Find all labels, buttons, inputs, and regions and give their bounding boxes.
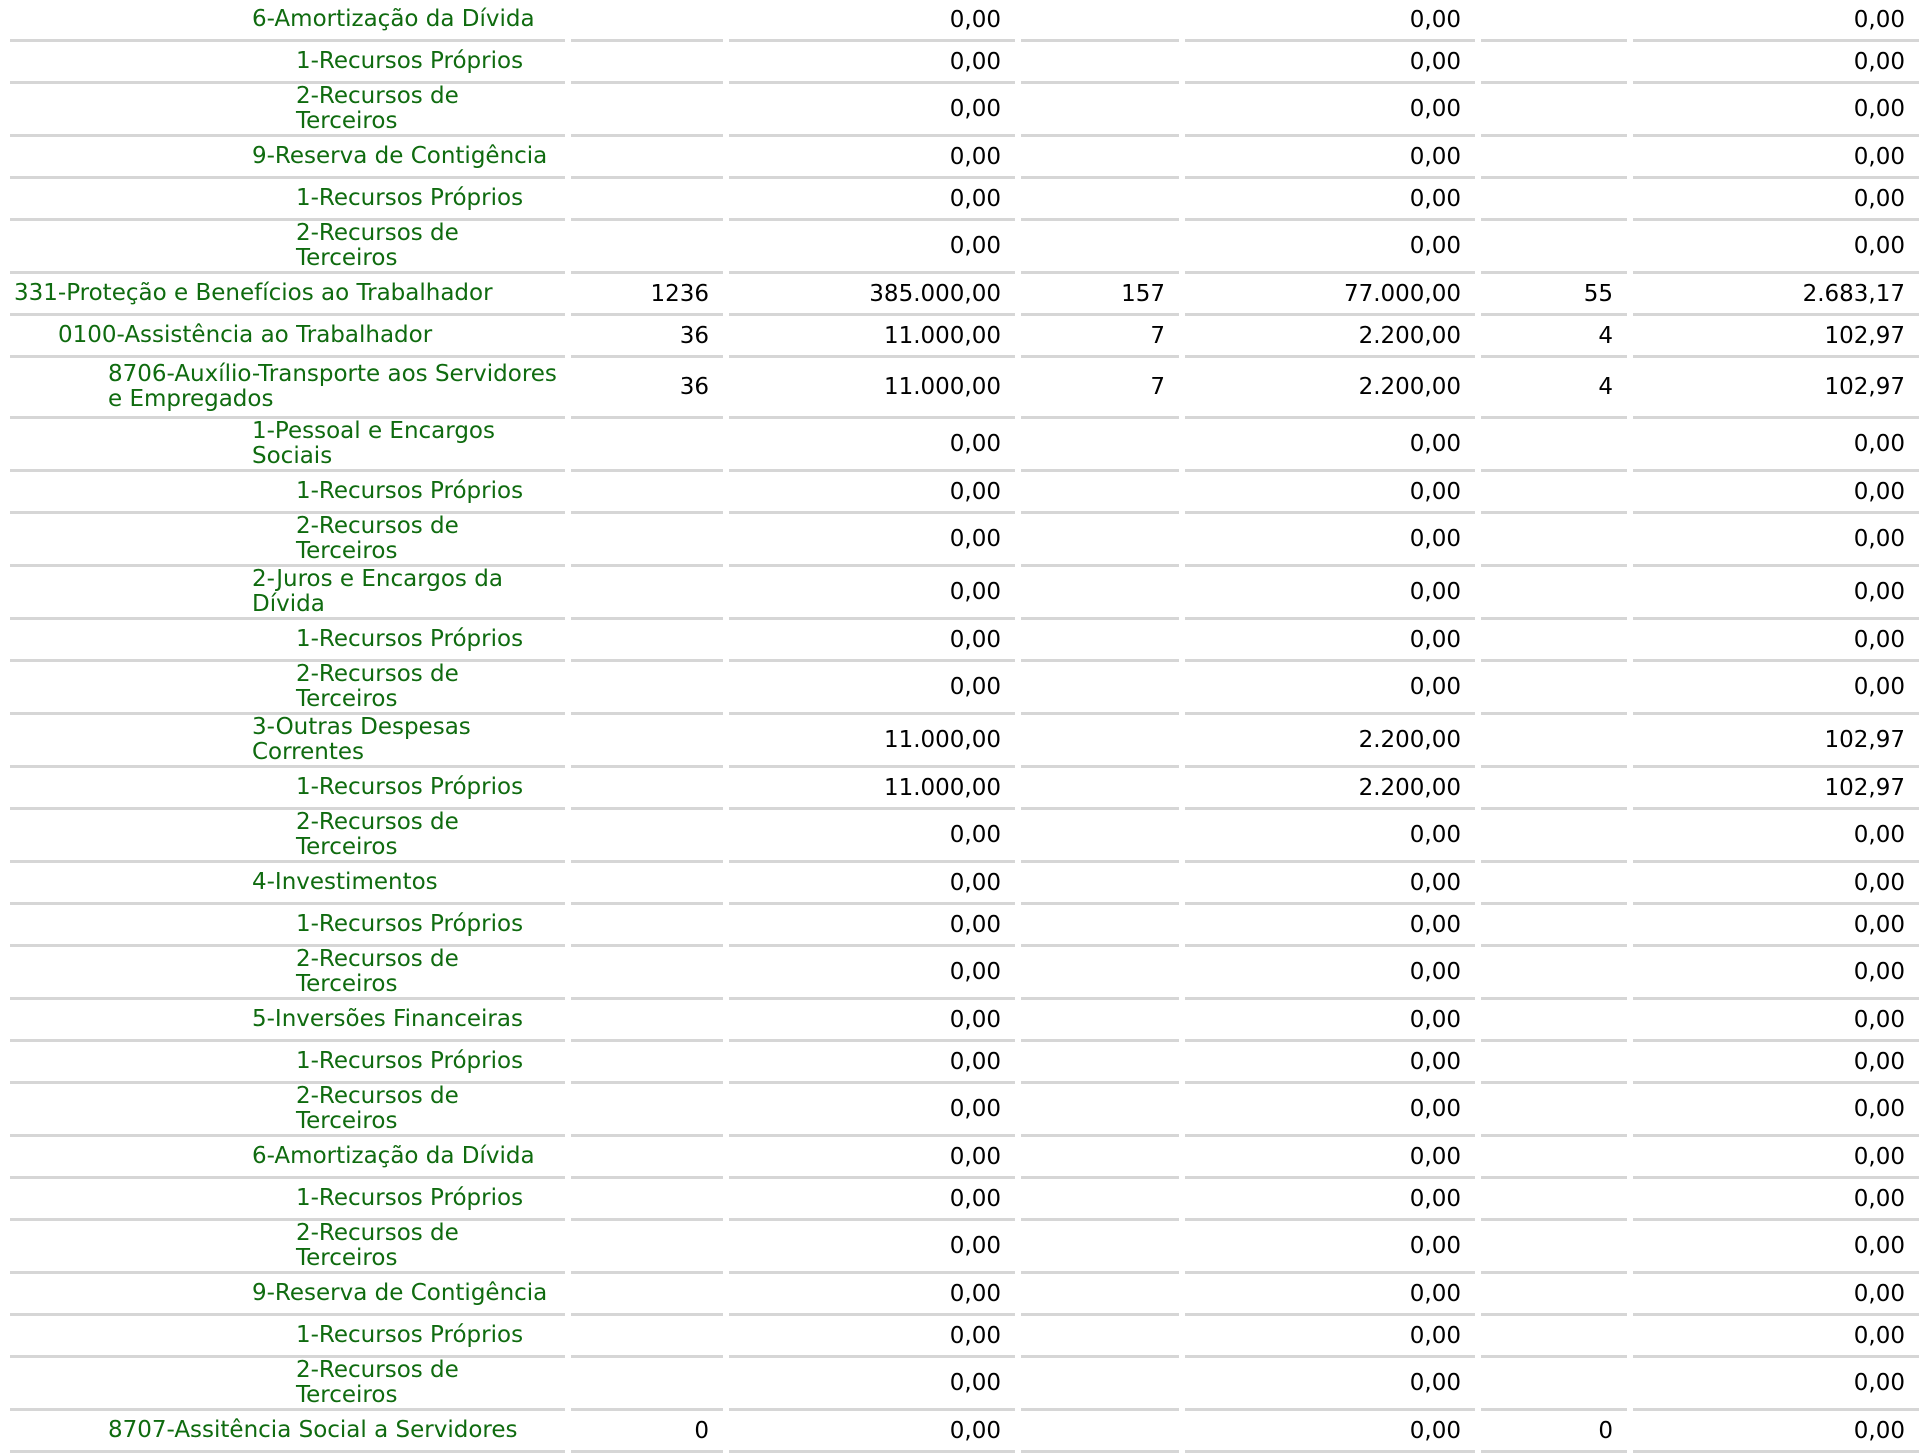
row-label: 1-Pessoal e Encargos Sociais	[10, 419, 565, 472]
value-col-2: 2.200,00	[1185, 358, 1475, 419]
qty-col-1	[571, 1137, 723, 1179]
qty-col-2	[1021, 947, 1179, 1000]
value-col-2: 0,00	[1185, 947, 1475, 1000]
row-label: 2-Recursos de Terceiros	[10, 1358, 565, 1411]
value-col-3: 0,00	[1633, 1221, 1919, 1274]
qty-col-2	[1021, 419, 1179, 472]
value-col-1: 0,00	[729, 221, 1015, 274]
value-col-1: 0,00	[729, 947, 1015, 1000]
qty-col-2	[1021, 514, 1179, 567]
row-label: 2-Recursos de Terceiros	[10, 1221, 565, 1274]
row-label: 1-Recursos Próprios	[10, 179, 565, 221]
table-row	[10, 419, 1919, 472]
value-col-1: 0,00	[729, 662, 1015, 715]
qty-col-3	[1481, 514, 1627, 567]
qty-col-1	[571, 567, 723, 620]
value-col-2: 2.200,00	[1185, 316, 1475, 358]
qty-col-2	[1021, 662, 1179, 715]
value-col-2: 0,00	[1185, 1411, 1475, 1453]
value-col-2: 0,00	[1185, 1358, 1475, 1411]
qty-col-1	[571, 947, 723, 1000]
qty-col-3	[1481, 472, 1627, 514]
row-label: 1-Recursos Próprios	[10, 1042, 565, 1084]
qty-col-2: 157	[1021, 274, 1179, 316]
value-col-3: 0,00	[1633, 905, 1919, 947]
value-col-1: 0,00	[729, 1084, 1015, 1137]
qty-col-2	[1021, 1411, 1179, 1453]
value-col-2: 2.200,00	[1185, 715, 1475, 768]
value-col-1: 0,00	[729, 1042, 1015, 1084]
value-col-3: 2.683,17	[1633, 274, 1919, 316]
row-label: 2-Recursos de Terceiros	[10, 1084, 565, 1137]
qty-col-1	[571, 179, 723, 221]
table-row	[10, 662, 1919, 715]
row-label: 6-Amortização da Dívida	[10, 1137, 565, 1179]
value-col-2: 2.200,00	[1185, 768, 1475, 810]
row-label: 1-Recursos Próprios	[10, 905, 565, 947]
value-col-3: 0,00	[1633, 620, 1919, 662]
value-col-1: 11.000,00	[729, 768, 1015, 810]
value-col-2: 0,00	[1185, 42, 1475, 84]
row-label: 8706-Auxílio-Transporte aos Servidores e Empregados	[10, 358, 565, 419]
value-col-2: 0,00	[1185, 514, 1475, 567]
qty-col-3	[1481, 137, 1627, 179]
value-col-2: 0,00	[1185, 472, 1475, 514]
table-row	[10, 1137, 1919, 1179]
value-col-1: 11.000,00	[729, 358, 1015, 419]
value-col-3: 102,97	[1633, 358, 1919, 419]
qty-col-3	[1481, 863, 1627, 905]
qty-col-2	[1021, 42, 1179, 84]
table-row	[10, 1358, 1919, 1411]
value-col-1: 0,00	[729, 419, 1015, 472]
qty-col-1: 36	[571, 316, 723, 358]
table-row	[10, 137, 1919, 179]
qty-col-1	[571, 662, 723, 715]
table-row	[10, 1084, 1919, 1137]
qty-col-2	[1021, 84, 1179, 137]
qty-col-3: 0	[1481, 1411, 1627, 1453]
value-col-3: 0,00	[1633, 1358, 1919, 1411]
table-row	[10, 810, 1919, 863]
qty-col-1	[571, 810, 723, 863]
qty-col-1	[571, 715, 723, 768]
row-label: 0100-Assistência ao Trabalhador	[10, 316, 565, 358]
qty-col-3	[1481, 1137, 1627, 1179]
value-col-3: 102,97	[1633, 768, 1919, 810]
qty-col-2	[1021, 1274, 1179, 1316]
value-col-2: 0,00	[1185, 863, 1475, 905]
row-label: 331-Proteção e Benefícios ao Trabalhador	[10, 274, 565, 316]
table-row	[10, 1042, 1919, 1084]
row-label: 2-Recursos de Terceiros	[10, 514, 565, 567]
value-col-2: 0,00	[1185, 419, 1475, 472]
qty-col-1: 36	[571, 358, 723, 419]
row-label: 1-Recursos Próprios	[10, 1316, 565, 1358]
qty-col-1	[571, 863, 723, 905]
value-col-3: 102,97	[1633, 316, 1919, 358]
value-col-1: 0,00	[729, 1000, 1015, 1042]
table-body	[10, 0, 1919, 1453]
table-row	[10, 274, 1919, 316]
row-label: 2-Recursos de Terceiros	[10, 662, 565, 715]
value-col-3: 0,00	[1633, 1411, 1919, 1453]
qty-col-3	[1481, 0, 1627, 42]
row-label: 1-Recursos Próprios	[10, 1179, 565, 1221]
qty-col-3: 55	[1481, 274, 1627, 316]
value-col-3: 0,00	[1633, 947, 1919, 1000]
qty-col-2	[1021, 1000, 1179, 1042]
value-col-2: 0,00	[1185, 905, 1475, 947]
qty-col-1	[571, 0, 723, 42]
row-label: 2-Recursos de Terceiros	[10, 947, 565, 1000]
table-row	[10, 905, 1919, 947]
qty-col-3	[1481, 1274, 1627, 1316]
row-label: 8707-Assitência Social a Servidores	[10, 1411, 565, 1453]
qty-col-2	[1021, 1179, 1179, 1221]
value-col-3: 0,00	[1633, 84, 1919, 137]
table-row	[10, 42, 1919, 84]
row-label: 2-Recursos de Terceiros	[10, 810, 565, 863]
value-col-1: 0,00	[729, 1137, 1015, 1179]
row-label: 5-Inversões Financeiras	[10, 1000, 565, 1042]
qty-col-2	[1021, 905, 1179, 947]
table-row	[10, 1411, 1919, 1453]
row-label: 1-Recursos Próprios	[10, 620, 565, 662]
qty-col-1	[571, 1358, 723, 1411]
value-col-2: 0,00	[1185, 1274, 1475, 1316]
value-col-2: 0,00	[1185, 1084, 1475, 1137]
qty-col-2	[1021, 1084, 1179, 1137]
qty-col-2	[1021, 567, 1179, 620]
qty-col-3	[1481, 620, 1627, 662]
qty-col-2	[1021, 768, 1179, 810]
value-col-1: 0,00	[729, 84, 1015, 137]
value-col-1: 0,00	[729, 1411, 1015, 1453]
qty-col-3	[1481, 947, 1627, 1000]
value-col-3: 0,00	[1633, 42, 1919, 84]
value-col-1: 0,00	[729, 567, 1015, 620]
row-label: 9-Reserva de Contigência	[10, 137, 565, 179]
value-col-3: 0,00	[1633, 1316, 1919, 1358]
qty-col-2	[1021, 620, 1179, 662]
value-col-2: 0,00	[1185, 221, 1475, 274]
qty-col-3	[1481, 419, 1627, 472]
value-col-2: 0,00	[1185, 567, 1475, 620]
value-col-1: 0,00	[729, 1221, 1015, 1274]
table-row	[10, 472, 1919, 514]
table-row	[10, 1316, 1919, 1358]
row-label: 2-Juros e Encargos da Dívida	[10, 567, 565, 620]
row-label: 4-Investimentos	[10, 863, 565, 905]
qty-col-3	[1481, 715, 1627, 768]
qty-col-3	[1481, 1179, 1627, 1221]
value-col-1: 0,00	[729, 179, 1015, 221]
value-col-3: 0,00	[1633, 0, 1919, 42]
table-row	[10, 221, 1919, 274]
qty-col-2	[1021, 863, 1179, 905]
value-col-1: 0,00	[729, 1274, 1015, 1316]
qty-col-2	[1021, 1042, 1179, 1084]
qty-col-3	[1481, 1358, 1627, 1411]
qty-col-1	[571, 1179, 723, 1221]
qty-col-3	[1481, 84, 1627, 137]
row-label: 1-Recursos Próprios	[10, 42, 565, 84]
value-col-2: 0,00	[1185, 620, 1475, 662]
qty-col-1	[571, 1274, 723, 1316]
qty-col-1	[571, 905, 723, 947]
qty-col-3	[1481, 567, 1627, 620]
table-row	[10, 316, 1919, 358]
value-col-1: 0,00	[729, 905, 1015, 947]
table-row	[10, 768, 1919, 810]
value-col-2: 0,00	[1185, 662, 1475, 715]
qty-col-3	[1481, 1084, 1627, 1137]
qty-col-2	[1021, 1221, 1179, 1274]
qty-col-3	[1481, 905, 1627, 947]
table-row	[10, 514, 1919, 567]
qty-col-3	[1481, 179, 1627, 221]
value-col-1: 0,00	[729, 472, 1015, 514]
qty-col-3	[1481, 662, 1627, 715]
value-col-1: 0,00	[729, 42, 1015, 84]
value-col-1: 0,00	[729, 1316, 1015, 1358]
row-label: 6-Amortização da Dívida	[10, 0, 565, 42]
value-col-3: 0,00	[1633, 1084, 1919, 1137]
qty-col-2: 7	[1021, 358, 1179, 419]
qty-col-1	[571, 221, 723, 274]
value-col-2: 0,00	[1185, 137, 1475, 179]
qty-col-1	[571, 42, 723, 84]
value-col-3: 0,00	[1633, 472, 1919, 514]
value-col-2: 0,00	[1185, 179, 1475, 221]
value-col-2: 0,00	[1185, 1137, 1475, 1179]
value-col-2: 0,00	[1185, 1000, 1475, 1042]
value-col-3: 0,00	[1633, 137, 1919, 179]
qty-col-1	[571, 514, 723, 567]
value-col-1: 0,00	[729, 810, 1015, 863]
row-label: 1-Recursos Próprios	[10, 768, 565, 810]
table-row	[10, 1274, 1919, 1316]
value-col-1: 11.000,00	[729, 715, 1015, 768]
qty-col-1	[571, 1084, 723, 1137]
qty-col-3	[1481, 1000, 1627, 1042]
qty-col-2: 7	[1021, 316, 1179, 358]
qty-col-3	[1481, 810, 1627, 863]
value-col-3: 0,00	[1633, 662, 1919, 715]
qty-col-2	[1021, 1358, 1179, 1411]
value-col-3: 0,00	[1633, 1137, 1919, 1179]
table-row	[10, 620, 1919, 662]
value-col-2: 0,00	[1185, 1316, 1475, 1358]
value-col-1: 0,00	[729, 137, 1015, 179]
qty-col-3	[1481, 42, 1627, 84]
table-row	[10, 567, 1919, 620]
qty-col-3	[1481, 1221, 1627, 1274]
qty-col-1	[571, 472, 723, 514]
value-col-2: 0,00	[1185, 84, 1475, 137]
table-row	[10, 715, 1919, 768]
qty-col-2	[1021, 472, 1179, 514]
table-row	[10, 947, 1919, 1000]
qty-col-2	[1021, 179, 1179, 221]
row-label: 3-Outras Despesas Correntes	[10, 715, 565, 768]
qty-col-3	[1481, 768, 1627, 810]
qty-col-1	[571, 1000, 723, 1042]
value-col-1: 0,00	[729, 1179, 1015, 1221]
qty-col-1	[571, 768, 723, 810]
qty-col-3: 4	[1481, 358, 1627, 419]
value-col-1: 11.000,00	[729, 316, 1015, 358]
table-row	[10, 179, 1919, 221]
value-col-2: 0,00	[1185, 1042, 1475, 1084]
qty-col-1	[571, 419, 723, 472]
value-col-3: 0,00	[1633, 514, 1919, 567]
qty-col-2	[1021, 715, 1179, 768]
value-col-3: 102,97	[1633, 715, 1919, 768]
value-col-3: 0,00	[1633, 567, 1919, 620]
value-col-3: 0,00	[1633, 1042, 1919, 1084]
qty-col-3: 4	[1481, 316, 1627, 358]
row-label: 2-Recursos de Terceiros	[10, 221, 565, 274]
value-col-2: 0,00	[1185, 1179, 1475, 1221]
value-col-1: 385.000,00	[729, 274, 1015, 316]
qty-col-1	[571, 620, 723, 662]
value-col-1: 0,00	[729, 620, 1015, 662]
value-col-1: 0,00	[729, 1358, 1015, 1411]
qty-col-2	[1021, 0, 1179, 42]
qty-col-3	[1481, 1042, 1627, 1084]
value-col-3: 0,00	[1633, 863, 1919, 905]
table-row	[10, 358, 1919, 419]
value-col-2: 0,00	[1185, 810, 1475, 863]
value-col-3: 0,00	[1633, 1274, 1919, 1316]
table-row	[10, 1000, 1919, 1042]
row-label: 2-Recursos de Terceiros	[10, 84, 565, 137]
qty-col-1	[571, 1042, 723, 1084]
qty-col-1	[571, 1316, 723, 1358]
qty-col-1: 1236	[571, 274, 723, 316]
qty-col-2	[1021, 1137, 1179, 1179]
table-row	[10, 1179, 1919, 1221]
qty-col-1: 0	[571, 1411, 723, 1453]
qty-col-1	[571, 1221, 723, 1274]
table-row	[10, 84, 1919, 137]
value-col-3: 0,00	[1633, 179, 1919, 221]
qty-col-2	[1021, 221, 1179, 274]
qty-col-3	[1481, 1316, 1627, 1358]
value-col-1: 0,00	[729, 514, 1015, 567]
value-col-1: 0,00	[729, 863, 1015, 905]
qty-col-1	[571, 84, 723, 137]
row-label: 9-Reserva de Contigência	[10, 1274, 565, 1316]
table-row	[10, 0, 1919, 42]
value-col-3: 0,00	[1633, 810, 1919, 863]
value-col-2: 77.000,00	[1185, 274, 1475, 316]
table-row	[10, 863, 1919, 905]
qty-col-2	[1021, 810, 1179, 863]
value-col-3: 0,00	[1633, 221, 1919, 274]
value-col-3: 0,00	[1633, 419, 1919, 472]
value-col-1: 0,00	[729, 0, 1015, 42]
qty-col-2	[1021, 1316, 1179, 1358]
value-col-2: 0,00	[1185, 1221, 1475, 1274]
value-col-2: 0,00	[1185, 0, 1475, 42]
value-col-3: 0,00	[1633, 1179, 1919, 1221]
table-row	[10, 1221, 1919, 1274]
qty-col-1	[571, 137, 723, 179]
budget-table	[4, 0, 1920, 1453]
qty-col-2	[1021, 137, 1179, 179]
qty-col-3	[1481, 221, 1627, 274]
row-label: 1-Recursos Próprios	[10, 472, 565, 514]
value-col-3: 0,00	[1633, 1000, 1919, 1042]
